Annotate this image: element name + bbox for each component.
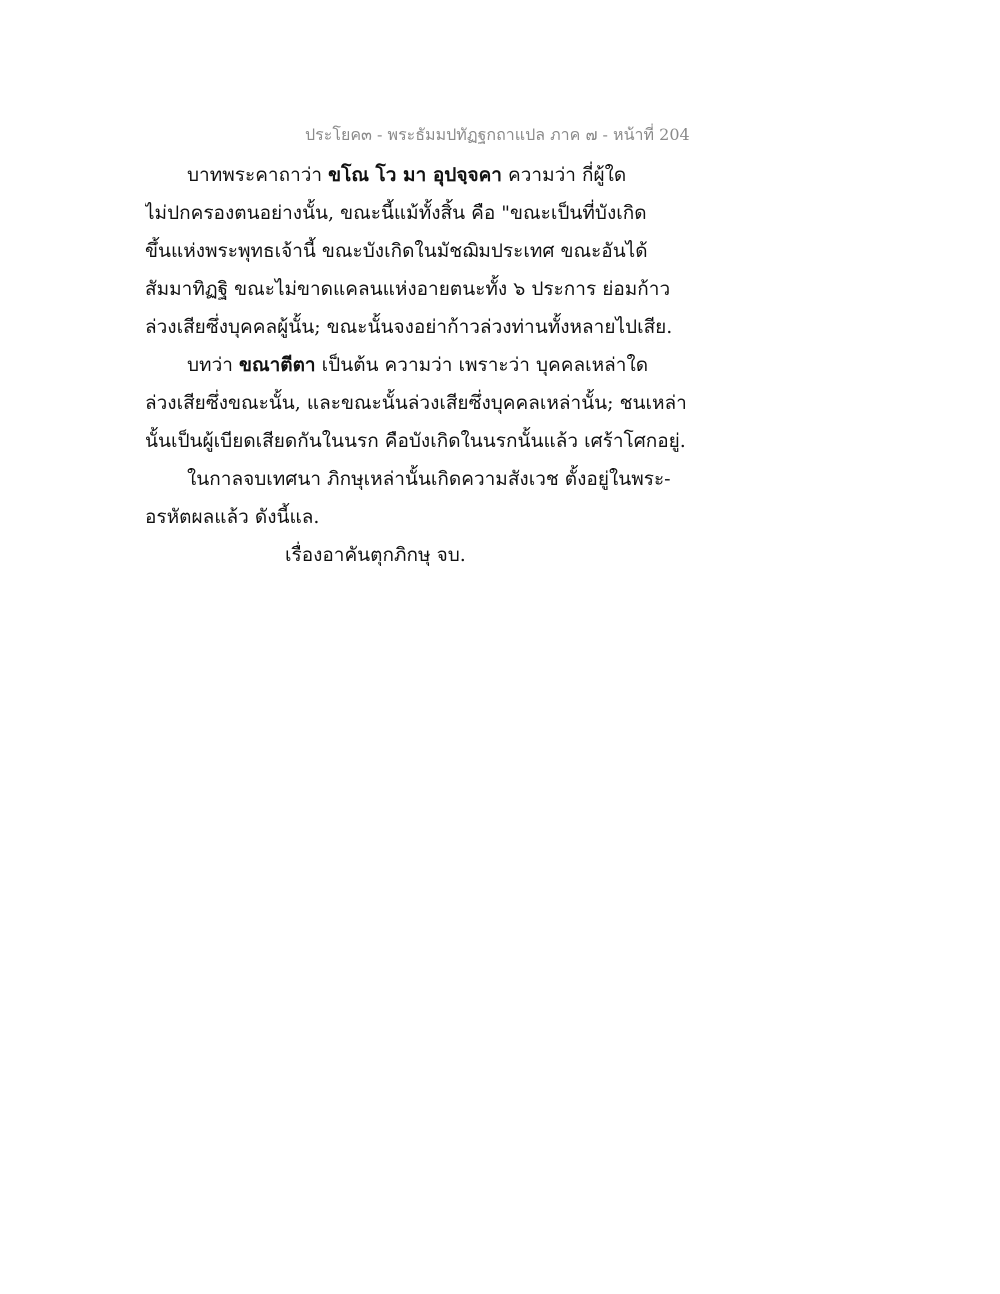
paragraph-line: ขึ้นแห่งพระพุทธเจ้านี้ ขณะบังเกิดในมัชฌิมประเทศ ขณะอันได้ [145,240,648,262]
line-text-post: เป็นต้น ความว่า เพราะว่า บุคคลเหล่าใด [315,354,649,376]
pali-verse-term: ขณาตีตา [238,354,316,376]
paragraph-line: ล่วงเสียซึ่งขณะนั้น, และขณะนั้นล่วงเสียซึ่งบุคคลเหล่านั้น; ชนเหล่า [145,392,687,414]
running-header: ประโยค๓ - พระธัมมปทัฏฐกถาแปล ภาค ๗ - หน้าที่ 204 [305,125,690,144]
paragraph-line [145,346,705,384]
paragraph-line: อรหัตผลแล้ว ดังนี้แล. [145,506,320,528]
line-text-post: ความว่า กี่ผู้ใด [501,164,627,186]
body-text [145,156,705,574]
paragraph-line: ไม่ปกครองตนอย่างนั้น, ขณะนี้แม้ทั้งสิ้น คือ "ขณะเป็นที่บังเกิด [145,202,647,224]
line-text-pre: บาทพระคาถาว่า [187,164,329,186]
paragraph-line: ในกาลจบเทศนา ภิกษุเหล่านั้นเกิดความสังเวช ตั้งอยู่ในพระ- [187,468,671,490]
pali-verse-term: ขโณ โว มา อุปจฺจคา [328,164,502,186]
line-text-pre: บทว่า [187,354,239,376]
paragraph-1 [145,156,705,346]
story-ending-line: เรื่องอาคันตุกภิกษุ จบ. [285,544,466,566]
paragraph-line: สัมมาทิฏฐิ ขณะไม่ขาดแคลนแห่งอายตนะทั้ง ๖ ประการ ย่อมก้าว [145,278,671,300]
paragraph-2 [145,346,705,460]
paragraph-line [145,156,705,194]
paragraph-3 [145,460,705,536]
paragraph-line: ล่วงเสียซึ่งบุคคลผู้นั้น; ขณะนั้นจงอย่าก้าวล่วงท่านทั้งหลายไปเสีย. [145,316,673,338]
paragraph-line: นั้นเป็นผู้เบียดเสียดกันในนรก คือบังเกิดในนรกนั้นแล้ว เศร้าโศกอยู่. [145,430,686,452]
